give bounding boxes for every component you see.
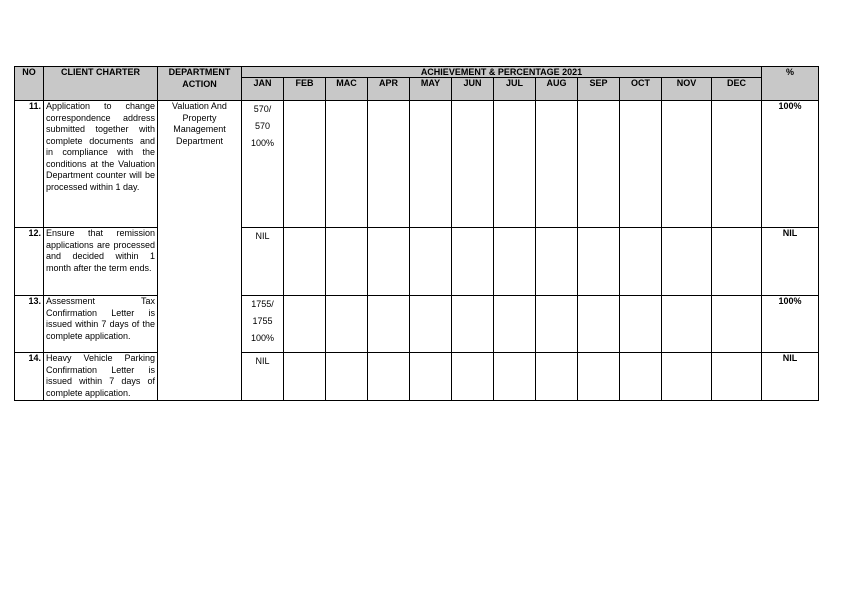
month-cell xyxy=(326,228,368,296)
client-charter-text: Application to change correspondence address submitted together with complete documents and in compliance with the conditions at the Valuation Department counter will be processed within 1 day. xyxy=(44,101,158,228)
jan-value-line: 1755/ xyxy=(251,299,274,309)
month-cell xyxy=(620,296,662,353)
month-cell xyxy=(284,353,326,401)
percent-value: 100% xyxy=(762,296,819,353)
month-cell xyxy=(494,296,536,353)
month-cell xyxy=(662,228,712,296)
month-cell xyxy=(452,296,494,353)
jan-value xyxy=(242,353,284,401)
department-line-1: Valuation And xyxy=(172,101,227,111)
percent-value: 100% xyxy=(762,101,819,228)
header-month-may: MAY xyxy=(410,78,452,101)
month-cell xyxy=(712,228,762,296)
jan-value-line: NIL xyxy=(255,231,270,241)
jan-value xyxy=(242,296,284,353)
jan-value xyxy=(242,228,284,296)
table-row xyxy=(15,296,819,353)
month-cell xyxy=(284,101,326,228)
header-achievement: ACHIEVEMENT & PERCENTAGE 2021 xyxy=(242,67,762,78)
header-month-apr: APR xyxy=(368,78,410,101)
department-line-4: Department xyxy=(175,135,224,146)
month-cell xyxy=(452,228,494,296)
month-cell xyxy=(620,353,662,401)
month-cell xyxy=(368,353,410,401)
month-cell xyxy=(284,296,326,353)
month-cell xyxy=(284,228,326,296)
header-month-aug: AUG xyxy=(536,78,578,101)
month-cell xyxy=(326,101,368,228)
department-action-cell xyxy=(158,101,242,401)
header-month-mac: MAC xyxy=(326,78,368,101)
month-cell xyxy=(712,296,762,353)
client-charter-text: Assessment Tax Confirmation Letter is issued within 7 days of the complete application. xyxy=(44,296,158,353)
jan-value-line: NIL xyxy=(255,356,270,366)
month-cell xyxy=(410,101,452,228)
header-percent: % xyxy=(762,67,819,101)
month-cell xyxy=(494,353,536,401)
row-number: 12. xyxy=(15,228,44,296)
month-cell xyxy=(578,353,620,401)
month-cell xyxy=(536,353,578,401)
header-month-jan: JAN xyxy=(242,78,284,101)
table-row xyxy=(15,353,819,401)
month-cell xyxy=(368,228,410,296)
month-cell xyxy=(662,353,712,401)
table-row xyxy=(15,228,819,296)
client-charter-text: Heavy Vehicle Parking Confirmation Letter is issued within 7 days of complete application. xyxy=(44,353,158,401)
jan-value-line: 100% xyxy=(250,333,275,343)
department-line-2: Property xyxy=(182,112,217,123)
month-cell xyxy=(620,228,662,296)
header-month-sep: SEP xyxy=(578,78,620,101)
jan-value xyxy=(242,101,284,228)
row-number: 11. xyxy=(15,101,44,228)
month-cell xyxy=(578,101,620,228)
row-number: 13. xyxy=(15,296,44,353)
month-cell xyxy=(536,228,578,296)
header-month-nov: NOV xyxy=(662,78,712,101)
month-cell xyxy=(712,353,762,401)
jan-value-line: 570 xyxy=(254,121,271,131)
percent-value: NIL xyxy=(762,353,819,401)
table-row xyxy=(15,101,819,228)
month-cell xyxy=(536,101,578,228)
month-cell xyxy=(578,228,620,296)
month-cell xyxy=(662,101,712,228)
jan-value-line: 570/ xyxy=(253,104,272,114)
header-department-line: DEPARTMENT xyxy=(168,67,231,77)
month-cell xyxy=(410,353,452,401)
header-client-charter: CLIENT CHARTER xyxy=(44,67,158,101)
header-action-line: ACTION xyxy=(182,78,217,89)
jan-value-line: 1755 xyxy=(252,316,273,326)
header-month-oct: OCT xyxy=(620,78,662,101)
month-cell xyxy=(662,296,712,353)
header-department-action xyxy=(158,67,242,101)
header-no: NO xyxy=(15,67,44,101)
jan-value-line: 100% xyxy=(250,138,275,148)
month-cell xyxy=(368,101,410,228)
client-charter-table xyxy=(14,66,819,401)
client-charter-text: Ensure that remission applications are processed and decided within 1 month after the term ends. xyxy=(44,228,158,296)
month-cell xyxy=(712,101,762,228)
month-cell xyxy=(368,296,410,353)
month-cell xyxy=(620,101,662,228)
month-cell xyxy=(536,296,578,353)
percent-value: NIL xyxy=(762,228,819,296)
month-cell xyxy=(452,101,494,228)
header-month-jun: JUN xyxy=(452,78,494,101)
department-line-3: Management xyxy=(173,124,226,134)
month-cell xyxy=(410,296,452,353)
month-cell xyxy=(326,353,368,401)
header-month-feb: FEB xyxy=(284,78,326,101)
header-month-dec: DEC xyxy=(712,78,762,101)
header-month-jul: JUL xyxy=(494,78,536,101)
month-cell xyxy=(578,296,620,353)
month-cell xyxy=(494,101,536,228)
row-number: 14. xyxy=(15,353,44,401)
month-cell xyxy=(494,228,536,296)
month-cell xyxy=(452,353,494,401)
month-cell xyxy=(410,228,452,296)
month-cell xyxy=(326,296,368,353)
